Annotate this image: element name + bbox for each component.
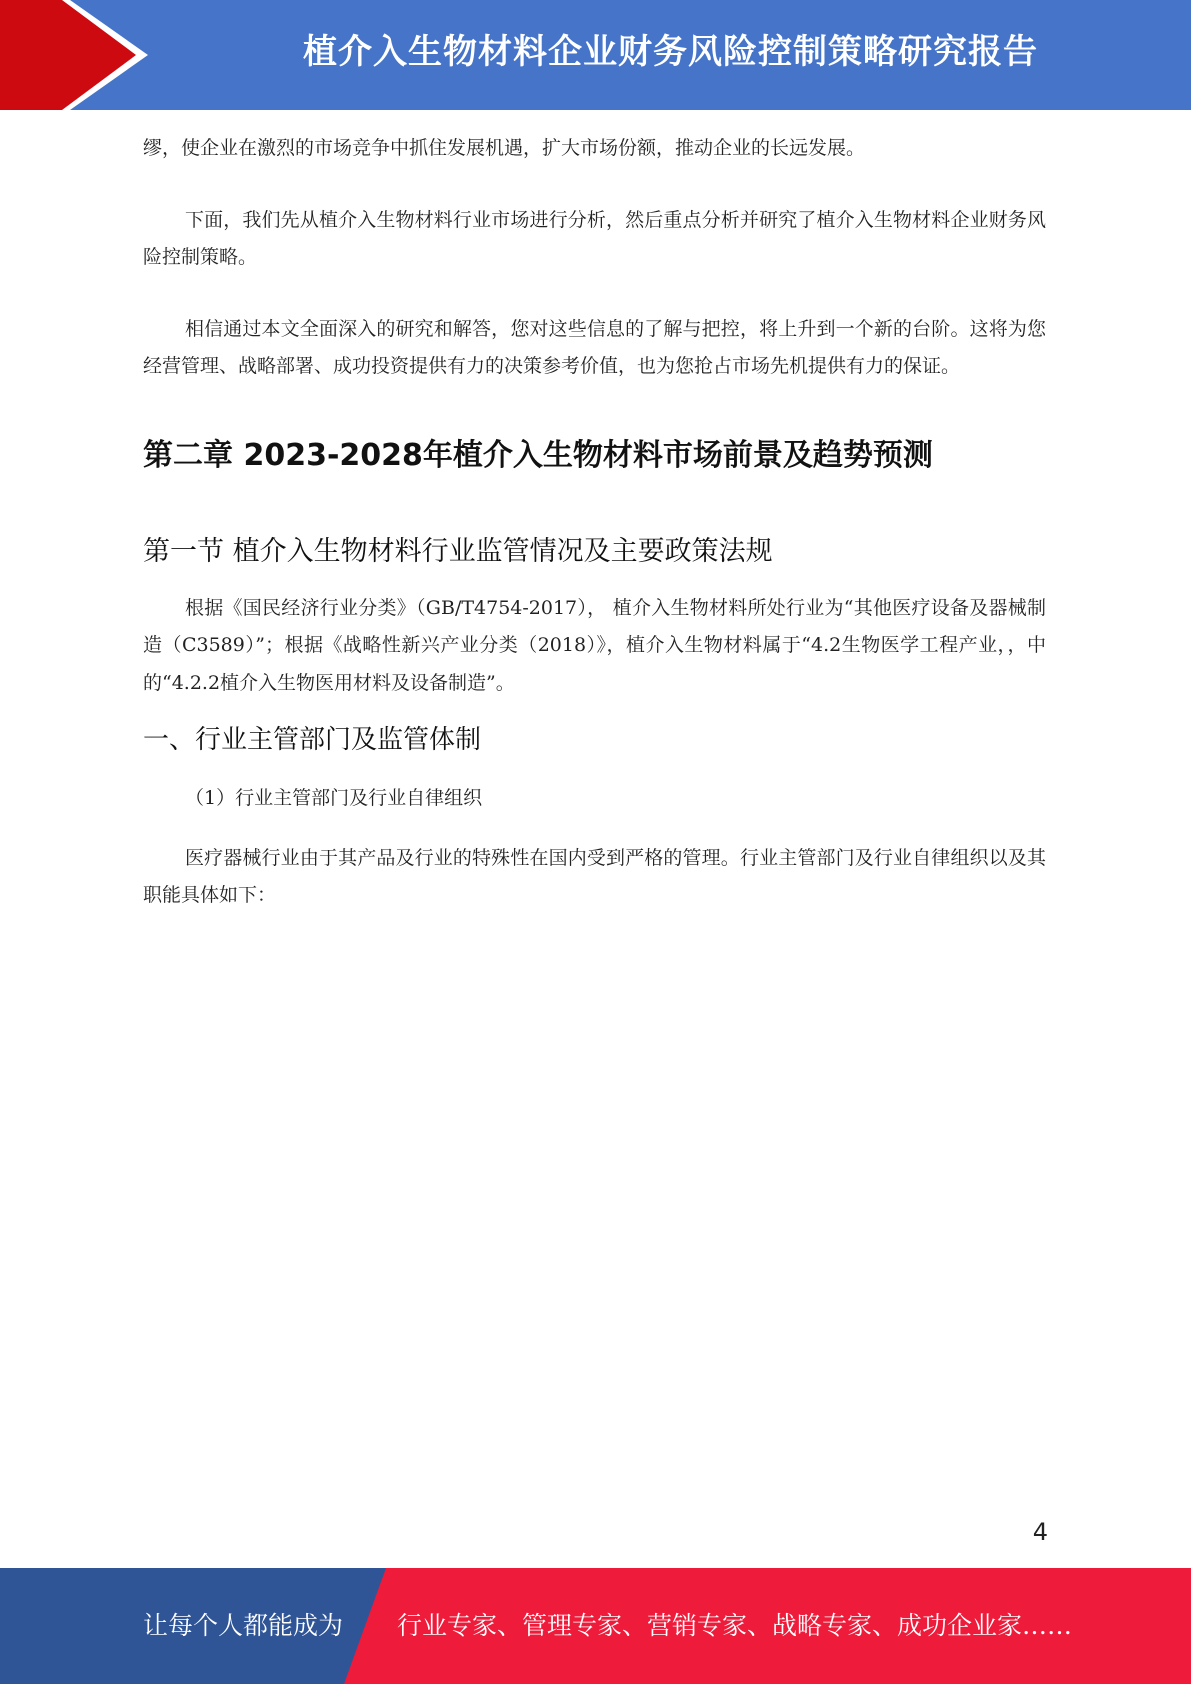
subheading: 一、行业主管部门及监管体制	[143, 725, 482, 755]
intro-paragraph-3: 相信通过本文全面深入的研究和解答，您对这些信息的了解与把控，将上升到一个新的台阶。这将为您经营管理、战略部署、成功投资提供有力的决策参考价值，也为您抢占市场先机提供有力的保证。	[143, 317, 1046, 377]
footer-slogan-right: 行业专家、管理专家、营销专家、战略专家、成功企业家……	[397, 1611, 1073, 1640]
page-header	[0, 0, 1191, 110]
section-title: 第一节 植介入生物材料行业监管情况及主要政策法规	[143, 535, 773, 567]
document-body	[143, 130, 1046, 915]
header-chevron-icon	[0, 0, 160, 110]
footer-slogan-left: 让每个人都能成为	[143, 1611, 344, 1640]
chevron-red-fill	[0, 0, 136, 110]
report-title: 植介入生物材料企业财务风险控制策略研究报告	[303, 32, 1038, 72]
closing-paragraph: 医疗器械行业由于其产品及行业的特殊性在国内受到严格的管理。行业主管部门及行业自律组织以及其职能具体如下：	[143, 846, 1046, 906]
list-item: （1）行业主管部门及行业自律组织	[185, 787, 483, 809]
chapter-title: 第二章 2023-2028年植介入生物材料市场前景及趋势预测	[143, 437, 933, 473]
page-footer	[0, 1568, 1191, 1684]
section-paragraph: 根据《国民经济行业分类》（GB/T4754-2017）， 植介入生物材料所处行业为“其他医疗设备及器械制造（C3589）”；根据《战略性新兴产业分类（2018）》，植介入生物材料属于“4.2生物医学工程产业，，中的“4.2.2植介入生物医用材料及设备制造”。	[143, 596, 1046, 694]
page-number: 4	[1032, 1518, 1048, 1546]
intro-paragraph-1: 缪，使企业在激烈的市场竞争中抓住发展机遇，扩大市场份额，推动企业的长远发展。	[143, 137, 866, 159]
intro-paragraph-2: 下面，我们先从植介入生物材料行业市场进行分析，然后重点分析并研究了植介入生物材料企业财务风险控制策略。	[143, 208, 1046, 268]
